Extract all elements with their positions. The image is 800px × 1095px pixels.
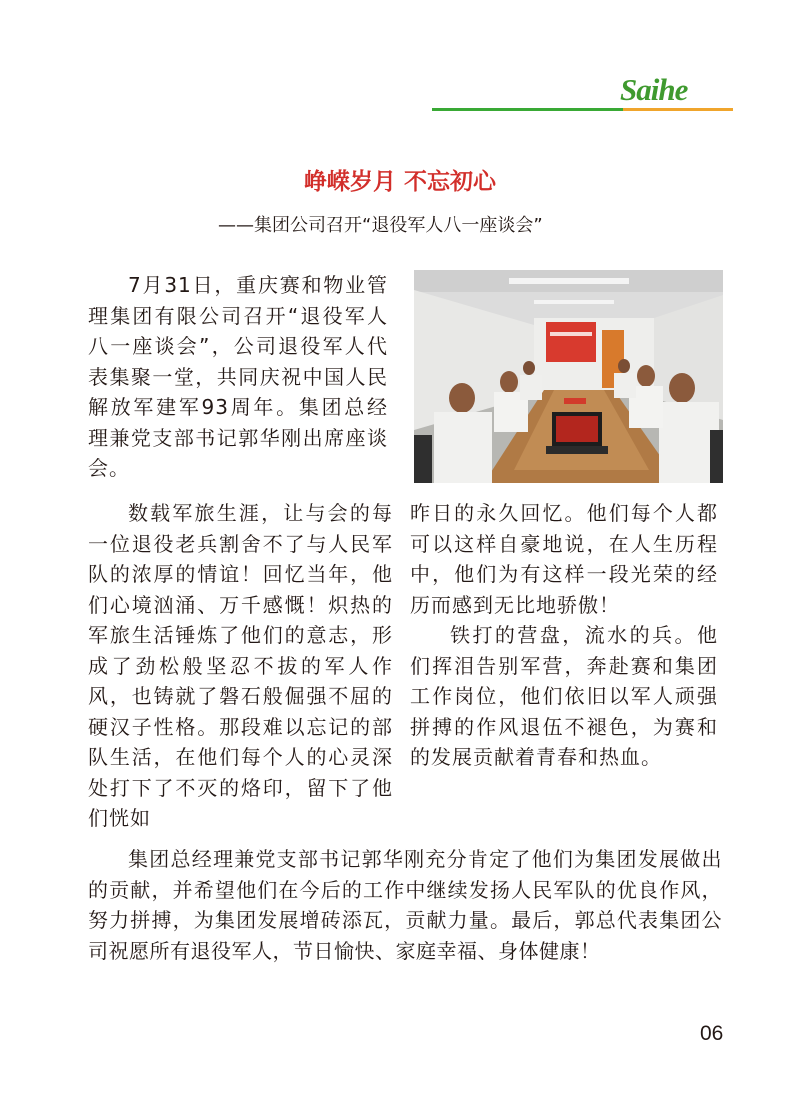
paragraph-memories-col1: 数载军旅生涯，让与会的每一位退役老兵割舍不了与人民军队的浓厚的情谊！回忆当年，他们心境汹涌、万千感慨！炽热的军旅生活锤炼了他们的意志，形成了劲松般坚忍不拔的军人作风，也铸就了磐石般倔强不屈的硬汉子性格。那段难以忘记的部队生活，在他们每个人的心灵深处打下了不灭的烙印，留下了他们恍如 <box>88 501 393 830</box>
header-divider <box>432 108 733 111</box>
saihe-logo: Saihe <box>620 72 688 107</box>
right-column <box>410 498 718 773</box>
page-number: 06 <box>700 1022 724 1045</box>
paragraph-barracks: 铁打的营盘，流水的兵。他们挥泪告别军营，奔赴赛和集团工作岗位，他们依旧以军人顽强拼搏的作风退伍不褪色，为赛和的发展贡献着青春和热血。 <box>410 623 718 769</box>
paragraph-memories-col2: 昨日的永久回忆。他们每个人都可以这样自豪地说，在人生历程中，他们为有这样一段光荣的经历而感到无比地骄傲！ <box>410 501 718 617</box>
paragraph-intro: 7月31日，重庆赛和物业管理集团有限公司召开“退役军人八一座谈会”，公司退役军人代表集聚一堂，共同庆祝中国人民解放军建军93周年。集团总经理兼党支部书记郭华刚出席座谈会。 <box>88 273 388 480</box>
article-subtitle: ——集团公司召开“退役军人八一座谈会” <box>218 215 543 236</box>
meeting-photo <box>414 270 723 483</box>
article-title: 峥嵘岁月 不忘初心 <box>303 169 496 195</box>
paragraph-closing: 集团总经理兼党支部书记郭华刚充分肯定了他们为集团发展做出的贡献，并希望他们在今后的工作中继续发扬人民军队的优良作风，努力拼搏，为集团发展增砖添瓦，贡献力量。最后，郭总代表集团公司祝愿所有退役军人，节日愉快、家庭幸福、身体健康！ <box>88 847 722 963</box>
